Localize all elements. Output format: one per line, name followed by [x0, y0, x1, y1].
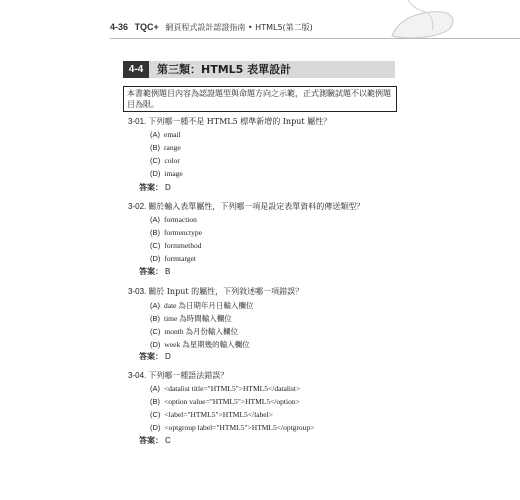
section-title: 第三類：HTML5 表單設計: [157, 63, 292, 76]
answer-value: C: [165, 436, 171, 445]
answer: [139, 351, 171, 362]
answer-label: 答案：: [139, 183, 163, 192]
option-text: date 為日期年月日輸入欄位: [164, 301, 254, 310]
option-label: (C): [150, 241, 161, 250]
section-number: 4-4: [123, 61, 149, 78]
page-number: 4-36: [110, 22, 129, 32]
option-b: [150, 313, 232, 324]
question-text: 關於輸入表單屬性，下列哪一項是設定表單資料的傳送類型？: [148, 202, 365, 211]
option-text: <option value="HTML5">HTML5</option>: [164, 397, 300, 406]
option-text: <label="HTML5">HTML5</label>: [164, 410, 273, 419]
option-d: [150, 339, 250, 350]
option-label: (D): [150, 340, 161, 349]
answer-label: 答案：: [139, 267, 163, 276]
answer-label: 答案：: [139, 352, 163, 361]
question-text: 下列哪一種不是 HTML5 標準新增的 Input 屬性？: [148, 117, 332, 126]
book-title: 網頁程式設計認證指南 • HTML5(第二版): [165, 23, 313, 32]
question-number: 3-03.: [128, 287, 147, 296]
notice-box: 本書範例題目內容為認證題型與命題方向之示範，正式測驗試題不以範例題目為限。: [123, 86, 397, 112]
option-label: (C): [150, 156, 161, 165]
option-a: [150, 384, 300, 393]
option-text: email: [164, 130, 181, 139]
running-header: [110, 22, 313, 33]
option-text: range: [164, 143, 181, 152]
option-b: [150, 397, 300, 406]
option-text: week 為星期幾的輸入欄位: [164, 340, 250, 349]
option-b: [150, 228, 202, 237]
answer-label: 答案：: [139, 436, 163, 445]
option-text: formenctype: [164, 228, 202, 237]
mouse-icon: [388, 0, 458, 40]
question-number: 3-01.: [128, 117, 147, 126]
question-number: 3-04.: [128, 371, 147, 380]
question-3-02: [128, 201, 364, 212]
option-text: <datalist title="HTML5">HTML5</datalist>: [164, 384, 301, 393]
question-number: 3-02.: [128, 202, 147, 211]
option-label: (B): [150, 314, 160, 323]
option-label: (A): [150, 215, 160, 224]
option-a: [150, 130, 181, 139]
brand-name: TQC+: [134, 22, 159, 32]
option-text: time 為時間輸入欄位: [164, 314, 232, 323]
option-text: formmethod: [164, 241, 202, 250]
question-3-01: [128, 116, 331, 127]
option-label: (D): [150, 169, 161, 178]
option-label: (A): [150, 130, 160, 139]
header-divider: [110, 38, 520, 39]
answer: [139, 435, 171, 446]
answer-value: D: [165, 183, 171, 192]
option-a: [150, 300, 253, 311]
option-b: [150, 143, 181, 152]
question-text: 關於 Input 的屬性，下列敘述哪一項錯誤？: [148, 287, 304, 296]
option-text: month 為月份輸入欄位: [164, 327, 238, 336]
question-text: 下列哪一種語法錯誤？: [148, 371, 229, 380]
answer: [139, 266, 170, 277]
option-label: (B): [150, 143, 160, 152]
question-3-03: [128, 286, 303, 297]
option-label: (B): [150, 228, 160, 237]
question-3-04: [128, 370, 228, 381]
option-label: (A): [150, 384, 160, 393]
option-label: (A): [150, 301, 160, 310]
option-c: [150, 410, 273, 419]
option-text: color: [164, 156, 180, 165]
answer-value: D: [165, 352, 171, 361]
option-label: (C): [150, 327, 161, 336]
option-a: [150, 215, 197, 224]
answer-value: B: [165, 267, 171, 276]
option-c: [150, 326, 238, 337]
option-c: [150, 241, 202, 250]
option-d: [150, 423, 314, 432]
option-text: image: [164, 169, 183, 178]
option-d: [150, 254, 196, 263]
option-d: [150, 169, 183, 178]
option-text: formaction: [164, 215, 197, 224]
option-label: (C): [150, 410, 161, 419]
option-text: formtarget: [164, 254, 196, 263]
option-c: [150, 156, 180, 165]
option-label: (D): [150, 254, 161, 263]
option-label: (D): [150, 423, 161, 432]
answer: [139, 182, 171, 193]
option-label: (B): [150, 397, 160, 406]
option-text: <optgroup label="HTML5">HTML5</optgroup>: [164, 423, 315, 432]
